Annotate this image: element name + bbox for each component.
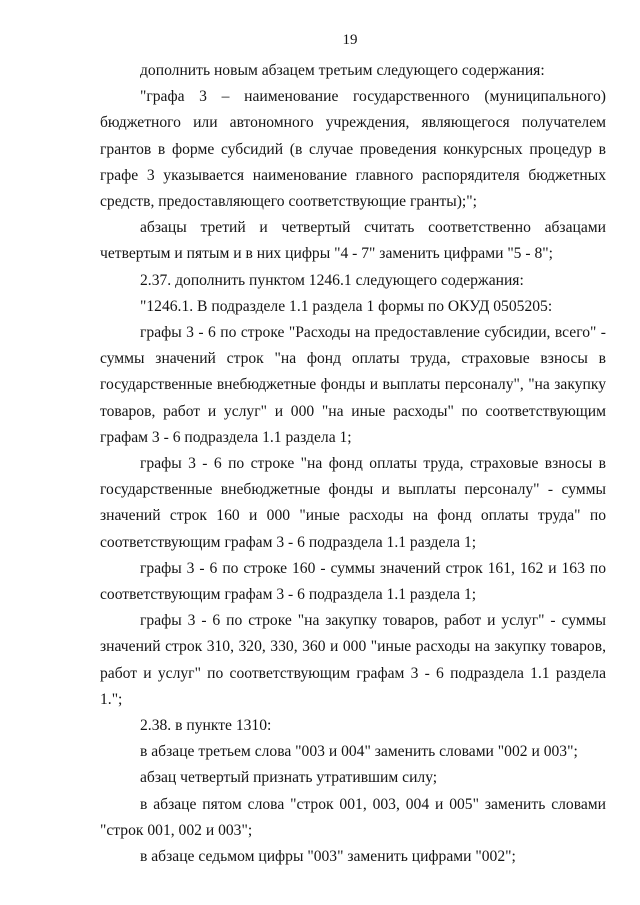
paragraph-fifth-paragraph-change: в абзаце пятом слова "строк 001, 003, 004 и 005" заменить словами "строк 001, 002 и 003"; [100, 795, 606, 839]
document-body [100, 58, 606, 870]
paragraph-procurement-rule: графы 3 - 6 по строке "на закупку товаров, работ и услуг" - суммы значений строк 310, 320, 330, 360 и 000 "иные расходы на закупку товаров, работ и услуг" по соответствующим графам 3 - 6 подраздела 1.1 раздела 1."; [100, 612, 606, 708]
paragraph-item-2-38: 2.38. в пункте 1310: [140, 717, 272, 735]
paragraph-column-3-description: "графа 3 – наименование государственного (муниципального) бюджетного или автономного учреждения, являющегося получателем грантов в форме субсидий (в случае проведения конкурсных процедур в графе 3 указывается наименование главного распорядителя бюджетных средств, предоставляющего соответствующие гранты);"; [100, 88, 606, 211]
paragraph-seventh-paragraph-change: в абзаце седьмом цифры "003" заменить цифрами "002"; [140, 848, 516, 866]
paragraph-third-paragraph-change: в абзаце третьем слова "003 и 004" заменить словами "002 и 003"; [140, 743, 578, 761]
paragraph-subsidy-total-rule: графы 3 - 6 по строке "Расходы на предоставление субсидии, всего" - суммы значений строк "на фонд оплаты труда, страховые взносы в государственные внебюджетные фонды и выплаты персоналу", "на закупку товаров, работ и услуг" и 000 "на иные расходы" по соответствующим графам 3 - 6 подраздела 1.1 раздела 1; [100, 324, 606, 446]
page-number: 19 [342, 32, 358, 48]
paragraph-line-160-rule: графы 3 - 6 по строке 160 - суммы значений строк 161, 162 и 163 по соответствующим графам 3 - 6 подраздела 1.1 раздела 1; [100, 559, 606, 604]
paragraph-item-2-37: 2.37. дополнить пунктом 1246.1 следующего содержания: [140, 271, 524, 289]
paragraph-fourth-paragraph-repeal: абзац четвертый признать утратившим силу; [140, 769, 438, 787]
paragraph-item-1246-1-heading: "1246.1. В подразделе 1.1 раздела 1 формы по ОКУД 0505205: [140, 297, 553, 315]
paragraph-renumber-paragraphs: абзацы третий и четвертый считать соответственно абзацами четвертым и пятым и в них цифры "4 - 7" заменить цифрами "5 - 8"; [100, 219, 606, 263]
paragraph-new-third-paragraph-intro: дополнить новым абзацем третьим следующего содержания: [140, 62, 545, 79]
paragraph-payroll-rule: графы 3 - 6 по строке "на фонд оплаты труда, страховые взносы в государственные внебюджетные фонды и выплаты персоналу" - суммы значений строк 160 и 000 "иные расходы на фонд оплаты труда" по соответствующим графам 3 - 6 подраздела 1.1 раздела 1; [100, 455, 606, 551]
